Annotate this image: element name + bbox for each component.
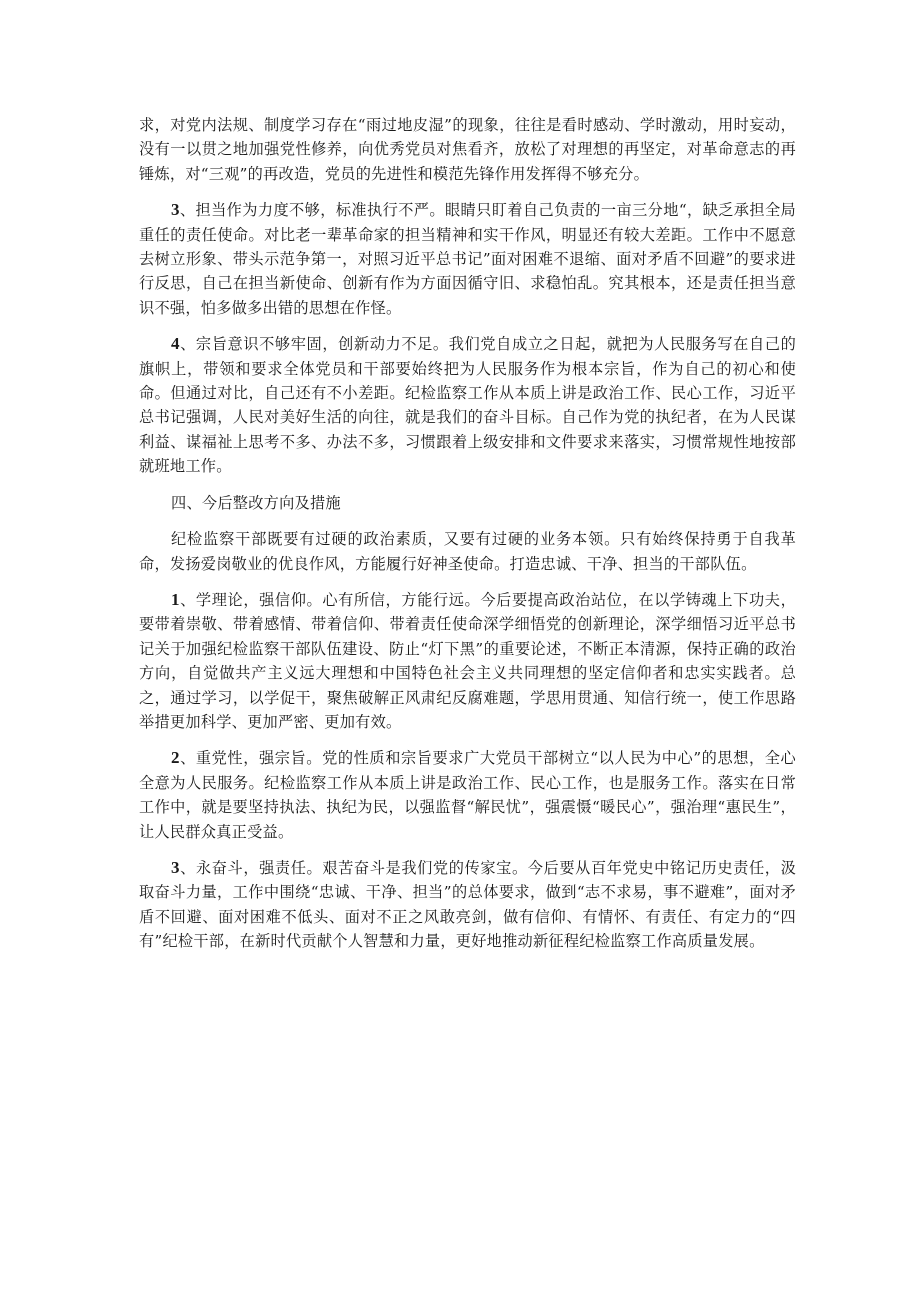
paragraph-measure-3 xyxy=(139,856,796,954)
item-text: 、学理论，强信仰。心有所信，方能行远。今后要提高政治站位，在以学铸魂上下功夫，要带着崇敬、带着感情、带着信仰、带着责任使命深学细悟党的创新理论，深学细悟习近平总书记关于加强纪检监察干部队伍建设、防止“灯下黑”的重要论述，不断正本清源，保持正确的政治方向，自觉做共产主义远大理想和中国特色社会主义共同理想的坚定信仰者和忠实实践者。总之，通过学习，以学促干，聚焦破解正风肃纪反腐难题，学思用贯通、知信行统一，使工作思路举措更加科学、更加严密、更加有效。 xyxy=(139,590,796,731)
item-number: 4 xyxy=(171,334,180,354)
paragraph-continued: 求，对党内法规、制度学习存在“雨过地皮湿”的现象，往往是看时感动、学时激动，用时妄动，没有一以贯之地加强党性修养，向优秀党员对焦看齐，放松了对理想的再坚定，对革命意志的再锤炼，对“三观”的再改造，党员的先进性和模范先锋作用发挥得不够充分。 xyxy=(139,116,796,183)
paragraph-item-4 xyxy=(139,332,796,478)
section-heading: 四、今后整改方向及措施 xyxy=(171,493,341,512)
section-intro: 纪检监察干部既要有过硬的政治素质，又要有过硬的业务本领。只有始终保持勇于自我革命，发扬爱岗敬业的优良作风，方能履行好神圣使命。打造忠诚、干净、担当的干部队伍。 xyxy=(139,530,796,573)
item-number: 1 xyxy=(171,589,180,609)
item-text: 、宗旨意识不够牢固，创新动力不足。我们党自成立之日起，就把为人民服务写在自己的旗帜上，带领和要求全体党员和干部要始终把为人民服务作为根本宗旨，作为自己的初心和使命。但通过对比，自己还有不小差距。纪检监察工作从本质上讲是政治工作、民心工作，习近平总书记强调，人民对美好生活的向往，就是我们的奋斗目标。自己作为党的执纪者，在为人民谋利益、谋福祉上思考不多、办法不多，习惯跟着上级安排和文件要求来落实，习惯常规性地按部就班地工作。 xyxy=(139,335,796,476)
item-number: 3 xyxy=(171,857,180,877)
item-number: 3 xyxy=(171,200,180,220)
paragraph-measure-2 xyxy=(139,746,796,844)
item-text: 、永奋斗，强责任。艰苦奋斗是我们党的传家宝。今后要从百年党史中铭记历史责任，汲取奋斗力量，工作中围绕“忠诚、干净、担当”的总体要求，做到“志不求易，事不避难”，面对矛盾不回避、面对困难不低头、面对不正之风敢亮剑，做有信仰、有情怀、有责任、有定力的“四有”纪检干部，在新时代贡献个人智慧和力量，更好地推动新征程纪检监察工作高质量发展。 xyxy=(139,858,796,951)
document-page xyxy=(139,113,796,966)
item-number: 2 xyxy=(171,748,180,768)
paragraph-item-3 xyxy=(139,198,796,320)
item-text: 、担当作为力度不够，标准执行不严。眼睛只盯着自己负责的一亩三分地“，缺乏承担全局重任的责任使命。对比老一辈革命家的担当精神和实干作风，明显还有较大差距。工作中不愿意去树立形象、带头示范争第一，对照习近平总书记”面对困难不退缩、面对矛盾不回避”的要求进行反思，自己在担当新使命、创新有作为方面因循守旧、求稳怕乱。究其根本，还是责任担当意识不强，怕多做多出错的思想在作怪。 xyxy=(139,201,796,317)
paragraph-measure-1 xyxy=(139,588,796,734)
item-text: 、重党性，强宗旨。党的性质和宗旨要求广大党员干部树立“以人民为中心”的思想，全心全意为人民服务。纪检监察工作从本质上讲是政治工作、民心工作，也是服务工作。落实在日常工作中，就是要坚持执法、执纪为民，以强监督“解民忧”，强震慑“暖民心”，强治理“惠民生”，让人民群众真正受益。 xyxy=(139,749,796,841)
